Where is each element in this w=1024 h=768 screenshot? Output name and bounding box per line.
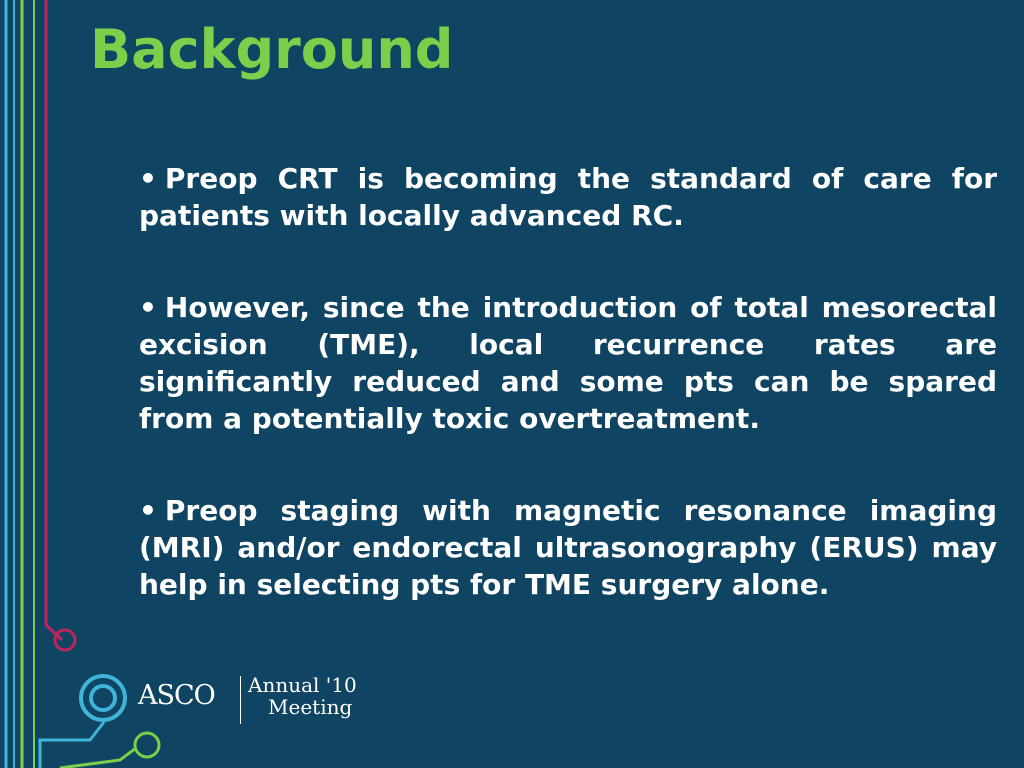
bullet-dot: • <box>139 162 157 195</box>
bullet-dot: • <box>139 291 157 324</box>
bullet-item <box>139 160 997 234</box>
deco-circle-cyan-outer <box>81 676 125 720</box>
bullet-list <box>139 160 997 658</box>
bullet-dot: • <box>139 494 157 527</box>
logo-divider <box>240 676 241 724</box>
bullet-item <box>139 289 997 437</box>
deco-line-connector <box>40 722 104 768</box>
annual-meeting-label <box>248 674 357 718</box>
bullet-text: Preop staging with magnetic resonance imaging (MRI) and/or endorectal ultrasonography (ERUS) may help in selecting pts for TME surgery alone. <box>139 494 997 601</box>
deco-circle-cyan-inner <box>91 686 115 710</box>
asco-logo: ASCO <box>138 680 215 711</box>
bullet-text: Preop CRT is becoming the standard of care for patients with locally advanced RC. <box>139 162 997 232</box>
bullet-text: However, since the introduction of total mesorectal excision (TME), local recurrence rates are significantly reduced and some pts can be spared from a potentially toxic overtreatment. <box>139 291 997 435</box>
deco-circle-magenta <box>55 630 75 650</box>
deco-line-connector-green <box>60 748 136 768</box>
slide-title: Background <box>90 18 454 81</box>
deco-line-magenta <box>46 0 62 640</box>
meeting-text: Meeting <box>268 695 353 719</box>
bullet-item <box>139 492 997 603</box>
annual-text: Annual '10 <box>248 673 357 697</box>
deco-circle-green <box>135 733 159 757</box>
